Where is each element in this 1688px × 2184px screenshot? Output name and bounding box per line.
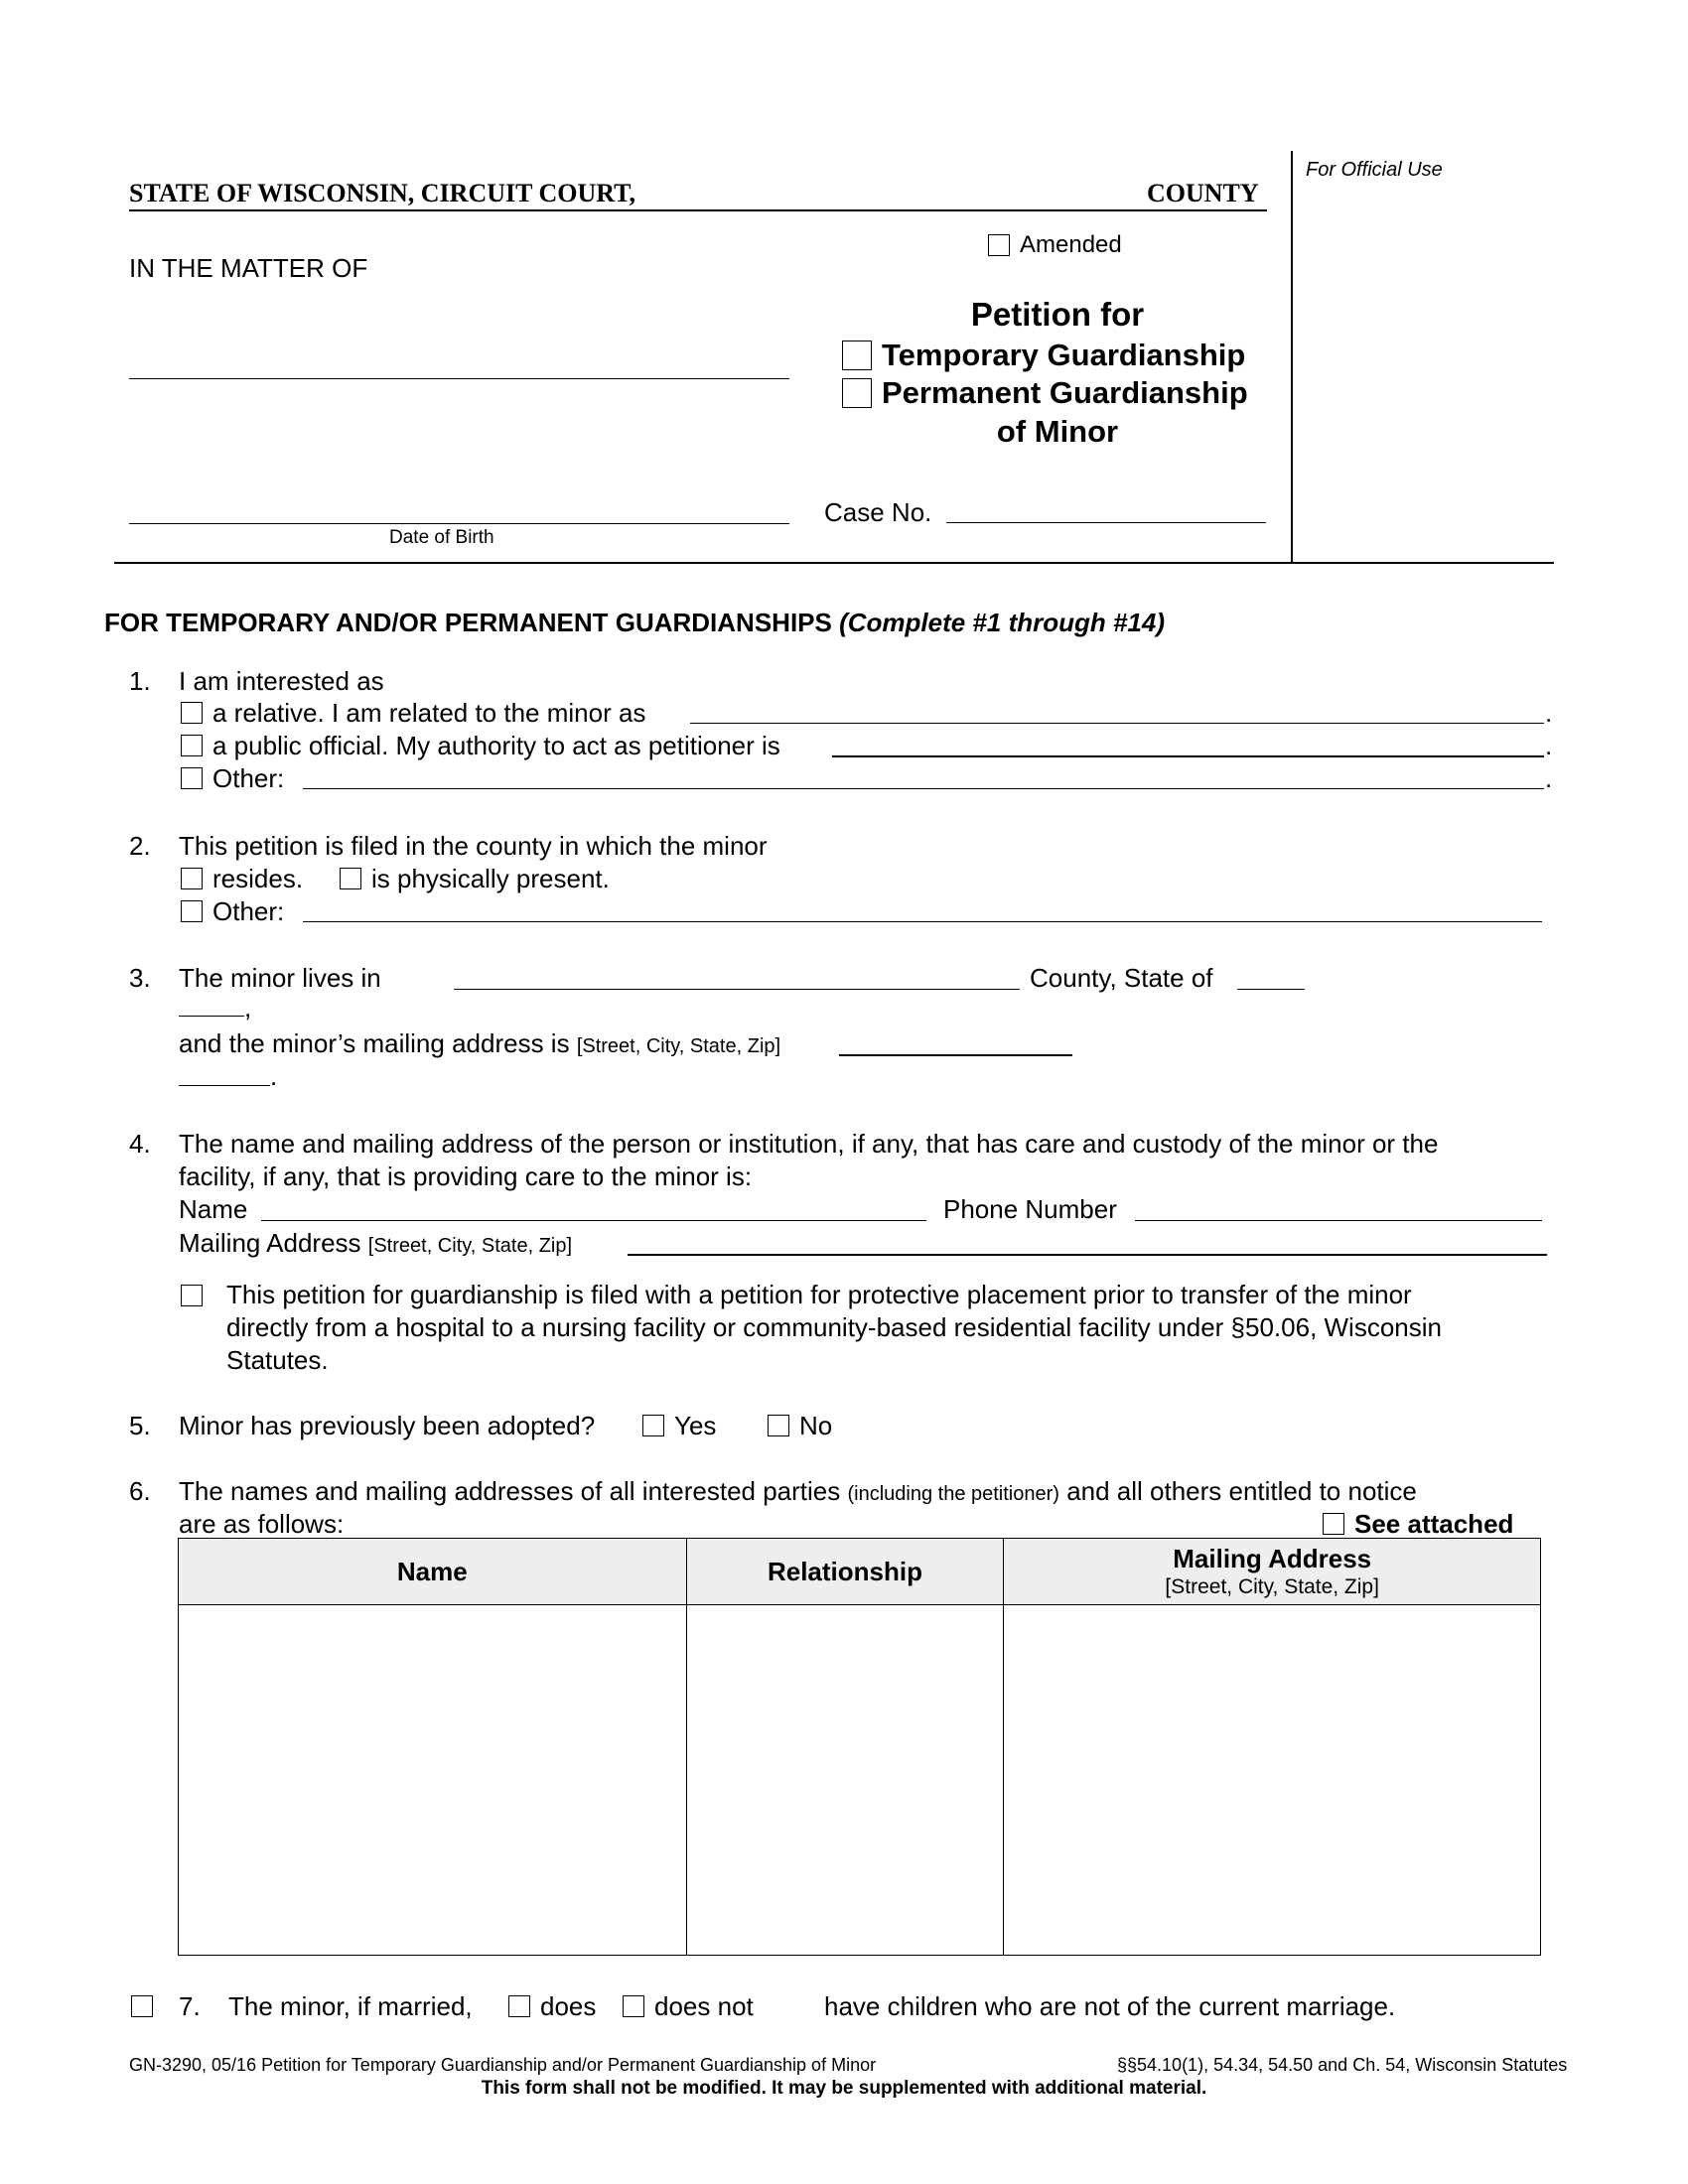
adopted-no-label: No (799, 1411, 833, 1440)
custodian-name-line[interactable] (261, 1220, 926, 1221)
permanent-checkbox[interactable] (842, 378, 872, 408)
does-option (508, 1990, 596, 2022)
party-name-cell[interactable] (179, 1605, 687, 1956)
item-4-number: 4. (129, 1129, 151, 1159)
item-6-number: 6. (129, 1476, 151, 1506)
does-not-option (623, 1990, 754, 2022)
state-line-continued[interactable] (179, 1016, 244, 1017)
item-1-text: I am interested as (179, 666, 384, 696)
relative-label: a relative. I am related to the minor as (212, 698, 646, 728)
present-option (340, 863, 610, 894)
county-label: COUNTY (1147, 179, 1259, 207)
placement-text-line-3: Statutes. (226, 1345, 329, 1375)
comma: , (244, 993, 252, 1023)
adopted-yes-checkbox[interactable] (642, 1415, 664, 1436)
column-address-header (1004, 1539, 1541, 1605)
custodian-mailing-hint: [Street, City, State, Zip] (367, 1235, 573, 1257)
authority-line[interactable] (832, 755, 1544, 757)
public-official-option (181, 730, 780, 761)
column-relationship-label: Relationship (767, 1556, 922, 1586)
resides-label: resides. (212, 864, 304, 893)
form-id: GN-3290, 05/16 Petition for Temporary Guardianship and/or Permanent Guardianship of Minor (129, 2055, 877, 2075)
see-attached-label: See attached (1354, 1509, 1514, 1539)
protective-placement-checkbox[interactable] (181, 1285, 203, 1306)
county-state-label: County, State of (1030, 963, 1213, 993)
section-heading (104, 608, 1165, 638)
item-6-text-line-1 (179, 1475, 1417, 1510)
relative-checkbox[interactable] (181, 702, 203, 724)
item-1-number: 1. (129, 666, 151, 696)
column-address-label: Mailing Address (1173, 1543, 1372, 1573)
does-checkbox[interactable] (508, 1995, 530, 2017)
section-heading-main: FOR TEMPORARY AND/OR PERMANENT GUARDIANSHIPS (104, 608, 832, 637)
present-checkbox[interactable] (340, 868, 361, 889)
table-header-row (179, 1539, 1541, 1605)
minor-mailing-text: and the minor’s mailing address is (179, 1028, 570, 1058)
adopted-question: Minor has previously been adopted? (179, 1411, 596, 1440)
item-6-text-line-2: are as follows: (179, 1509, 345, 1539)
minor-mailing-line[interactable] (839, 1054, 1072, 1056)
item-2-number: 2. (129, 831, 151, 861)
party-address-cell[interactable] (1004, 1605, 1541, 1956)
county-line[interactable] (454, 989, 1020, 990)
placement-text-line-2: directly from a hospital to a nursing facility or community-based residential facility under §50.06, Wisconsin (226, 1312, 1442, 1342)
minor-mailing-line-continued[interactable] (179, 1085, 270, 1086)
item-1-other-label: Other: (212, 763, 285, 793)
item-4-text-line-1: The name and mailing address of the person or institution, if any, that has care and custody of the minor or the (179, 1129, 1439, 1159)
state-line[interactable] (1237, 989, 1305, 990)
column-name-label: Name (396, 1556, 468, 1586)
header-bottom-rule (114, 562, 1554, 564)
custodian-mailing-text: Mailing Address (179, 1228, 361, 1258)
adopted-no-checkbox[interactable] (768, 1415, 789, 1436)
period: . (1545, 763, 1553, 793)
official-use-label: For Official Use (1306, 159, 1443, 181)
item-2-other-line[interactable] (303, 921, 1542, 922)
permanent-option (842, 375, 1248, 411)
relative-option (181, 697, 645, 729)
item-1-other-checkbox[interactable] (181, 767, 203, 789)
item-2-other-checkbox[interactable] (181, 900, 203, 922)
item-4-text-line-2: facility, if any, that is providing care to the minor is: (179, 1161, 753, 1191)
does-label: does (540, 1991, 597, 2021)
adopted-no-option (768, 1410, 832, 1441)
table-row (179, 1605, 1541, 1956)
item-6-text-start: The names and mailing addresses of all interested parties (179, 1476, 841, 1506)
item-7-checkbox[interactable] (131, 1995, 153, 2017)
minor-mailing-label (179, 1027, 780, 1062)
period: . (1545, 698, 1553, 728)
amended-checkbox[interactable] (988, 234, 1010, 256)
temporary-option (842, 338, 1245, 373)
item-2-other-option (181, 895, 284, 927)
public-official-label: a public official. My authority to act as petitioner is (212, 731, 780, 760)
item-1-other-option (181, 762, 284, 794)
item-3-number: 3. (129, 963, 151, 993)
item-7-end: have children who are not of the current marriage. (824, 1991, 1396, 2021)
adopted-yes-label: Yes (674, 1411, 717, 1440)
date-of-birth-label: Date of Birth (389, 527, 494, 548)
resides-checkbox[interactable] (181, 868, 203, 889)
case-no-line[interactable] (946, 522, 1266, 523)
item-7-text: The minor, if married, (228, 1991, 473, 2021)
case-no-label: Case No. (824, 497, 932, 527)
official-use-divider (1291, 151, 1293, 562)
petition-title: Petition for (970, 296, 1145, 333)
permanent-label: Permanent Guardianship (882, 375, 1248, 410)
item-2-other-label: Other: (212, 896, 285, 926)
adopted-yes-option (642, 1410, 716, 1441)
placement-text-line-1: This petition for guardianship is filed with a petition for protective placement prior to transfer of the minor (226, 1280, 1412, 1309)
present-label: is physically present. (371, 864, 610, 893)
minor-name-line[interactable] (129, 378, 789, 379)
lives-in-label: The minor lives in (179, 963, 381, 993)
party-relationship-cell[interactable] (686, 1605, 1004, 1956)
see-attached-checkbox[interactable] (1323, 1513, 1344, 1535)
custodian-mailing-label (179, 1227, 572, 1262)
custodian-name-label: Name (179, 1194, 248, 1224)
amended-option (988, 230, 1122, 260)
section-heading-note: (Complete #1 through #14) (839, 608, 1166, 637)
in-matter-of-label: IN THE MATTER OF (129, 253, 368, 283)
date-of-birth-line[interactable] (129, 523, 789, 524)
see-attached-option (1323, 1508, 1513, 1540)
temporary-label: Temporary Guardianship (882, 338, 1246, 372)
resides-option (181, 863, 303, 894)
does-not-label: does not (654, 1991, 754, 2021)
phone-number-label: Phone Number (943, 1194, 1117, 1224)
public-official-checkbox[interactable] (181, 735, 203, 756)
minor-mailing-hint: [Street, City, State, Zip] (576, 1035, 781, 1057)
amended-label: Amended (1020, 231, 1122, 258)
column-relationship-header (686, 1539, 1004, 1605)
custodian-mailing-line[interactable] (628, 1254, 1547, 1256)
interested-parties-table (178, 1538, 1541, 1956)
of-minor-label: of Minor (996, 414, 1119, 449)
temporary-checkbox[interactable] (842, 341, 872, 370)
column-address-hint: [Street, City, State, Zip] (1165, 1574, 1379, 1598)
modification-notice: This form shall not be modified. It may be supplemented with additional material. (481, 2078, 1207, 2099)
item-2-text: This petition is filed in the county in which the minor (179, 831, 768, 861)
phone-number-line[interactable] (1135, 1220, 1542, 1221)
court-rule (129, 209, 1267, 211)
does-not-checkbox[interactable] (623, 1995, 644, 2017)
statutes: §§54.10(1), 54.34, 54.50 and Ch. 54, Wisconsin Statutes (1117, 2055, 1568, 2075)
item-7-number: 7. (179, 1991, 201, 2021)
column-name-header (179, 1539, 687, 1605)
period: . (1545, 731, 1553, 760)
court-title: STATE OF WISCONSIN, CIRCUIT COURT, (129, 179, 636, 207)
item-6-text-small: (including the petitioner) (847, 1483, 1059, 1505)
relation-line[interactable] (690, 723, 1544, 724)
item-6-text-end: and all others entitled to notice (1066, 1476, 1417, 1506)
period: . (270, 1061, 278, 1091)
item-5-number: 5. (129, 1411, 151, 1440)
item-1-other-line[interactable] (303, 788, 1544, 789)
